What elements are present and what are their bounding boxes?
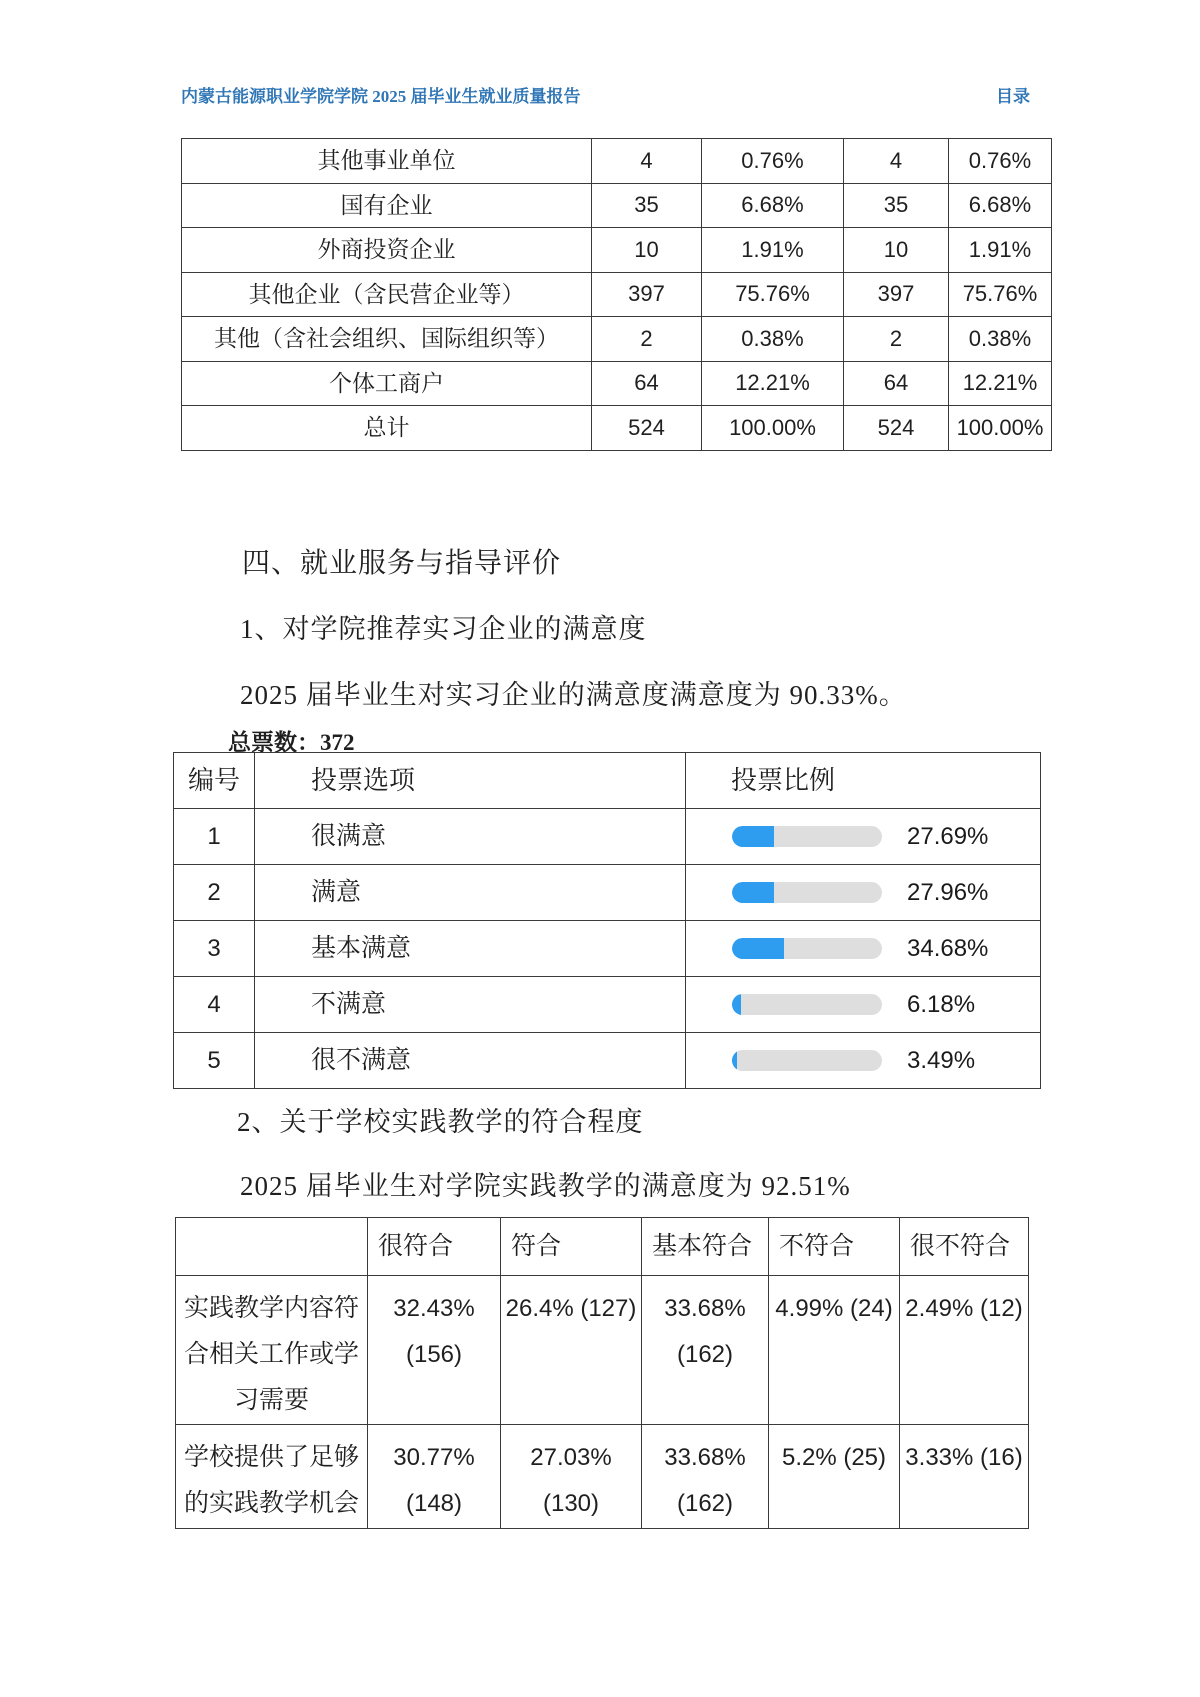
cell-line2: (162): [676, 1341, 734, 1368]
row-count: 10: [592, 228, 702, 273]
vote-bar: [687, 934, 1039, 962]
vote-pct: 3.49%: [907, 1046, 976, 1074]
row-pct: 6.68%: [702, 183, 844, 228]
bar-track: [732, 938, 882, 959]
row-count: 2: [592, 317, 702, 362]
vote-option: 不满意: [255, 977, 686, 1033]
bar-track: [732, 994, 882, 1015]
row-label: 总计: [182, 406, 592, 451]
vote-bar: [687, 1046, 1039, 1074]
cell-line1: 5.2% (25): [781, 1444, 887, 1471]
vote-option: 满意: [255, 865, 686, 921]
table-row: [182, 139, 1052, 184]
bar-track: [732, 826, 882, 847]
col-header: 很不符合: [900, 1218, 1029, 1276]
subsection-2-heading: 2、关于学校实践教学的符合程度: [237, 1107, 644, 1137]
employer-type-table: [181, 138, 1052, 451]
row-pct: 6.68%: [949, 183, 1052, 228]
practice-cell: [368, 1276, 501, 1425]
page-header: [181, 82, 1030, 107]
row-pct: 1.91%: [949, 228, 1052, 273]
row-pct: 75.76%: [949, 272, 1052, 317]
vote-option: 很满意: [255, 809, 686, 865]
row-pct: 0.76%: [702, 139, 844, 184]
cell-line1: 33.68%: [664, 1444, 746, 1471]
row-pct: 12.21%: [949, 361, 1052, 406]
row-pct: 1.91%: [702, 228, 844, 273]
practice-row: [176, 1425, 1029, 1529]
row-label: 国有企业: [182, 183, 592, 228]
satisfaction-paragraph: 2025 届毕业生对实习企业的满意度满意度为 90.33%。: [240, 680, 907, 710]
table-row: [182, 183, 1052, 228]
bar-fill: [732, 882, 774, 903]
bar-fill: [732, 994, 741, 1015]
subsection-1-heading: 1、对学院推荐实习企业的满意度: [240, 614, 647, 644]
practice-cell: [642, 1276, 769, 1425]
cell-line1: 2.49% (12): [905, 1295, 1023, 1322]
vote-row: [174, 865, 1041, 921]
row-count: 524: [844, 406, 949, 451]
row-count: 35: [592, 183, 702, 228]
practice-row-label: 实践教学内容符合相关工作或学习需要: [176, 1276, 368, 1425]
table-row: [182, 228, 1052, 273]
row-count: 4: [592, 139, 702, 184]
practice-cell: [900, 1425, 1029, 1529]
practice-row-label: 学校提供了足够的实践教学机会: [176, 1425, 368, 1529]
row-pct: 12.21%: [702, 361, 844, 406]
row-label: 个体工商户: [182, 361, 592, 406]
col-header: 符合: [501, 1218, 642, 1276]
vote-option: 很不满意: [255, 1033, 686, 1089]
row-pct: 0.38%: [949, 317, 1052, 362]
col-header-no: 编号: [174, 753, 255, 809]
table-row: [182, 317, 1052, 362]
row-label: 外商投资企业: [182, 228, 592, 273]
vote-row: [174, 809, 1041, 865]
vote-header-row: [174, 753, 1041, 809]
table-row: [182, 361, 1052, 406]
vote-pct: 6.18%: [907, 990, 976, 1018]
section-heading: 四、就业服务与指导评价: [242, 548, 562, 579]
cell-line2: (148): [405, 1490, 463, 1517]
row-pct: 0.38%: [702, 317, 844, 362]
toc-link[interactable]: 目录: [996, 87, 1030, 106]
cell-line1: 27.03%: [530, 1444, 612, 1471]
vote-bar: [687, 822, 1039, 850]
cell-line1: 4.99% (24): [775, 1295, 893, 1322]
practice-cell: [501, 1425, 642, 1529]
cell-line2: (130): [542, 1490, 600, 1517]
bar-fill: [732, 826, 774, 847]
vote-no: 4: [174, 977, 255, 1033]
vote-pct: 27.69%: [907, 822, 989, 850]
table-row-total: [182, 406, 1052, 451]
row-count: 35: [844, 183, 949, 228]
col-header: 很符合: [368, 1218, 501, 1276]
cell-line2: (162): [676, 1490, 734, 1517]
table-row: [182, 272, 1052, 317]
cell-line1: 33.68%: [664, 1295, 746, 1322]
row-count: 4: [844, 139, 949, 184]
practice-row: [176, 1276, 1029, 1425]
row-pct: 100.00%: [702, 406, 844, 451]
practice-paragraph: 2025 届毕业生对学院实践教学的满意度为 92.51%: [240, 1171, 851, 1201]
cell-line1: 32.43%: [393, 1295, 475, 1322]
practice-header-row: [176, 1218, 1029, 1276]
col-header-ratio: 投票比例: [686, 753, 1041, 809]
practice-cell: [501, 1276, 642, 1425]
row-label: 其他（含社会组织、国际组织等）: [182, 317, 592, 362]
vote-no: 1: [174, 809, 255, 865]
cell-line1: 3.33% (16): [905, 1444, 1023, 1471]
row-count: 397: [592, 272, 702, 317]
row-count: 397: [844, 272, 949, 317]
bar-track: [732, 1050, 882, 1071]
vote-row: [174, 921, 1041, 977]
col-header-option: 投票选项: [255, 753, 686, 809]
practice-cell: [900, 1276, 1029, 1425]
row-pct: 0.76%: [949, 139, 1052, 184]
row-count: 10: [844, 228, 949, 273]
row-pct: 100.00%: [949, 406, 1052, 451]
practice-cell: [642, 1425, 769, 1529]
total-votes-label: 总票数：372: [228, 730, 355, 755]
practice-cell: [769, 1425, 900, 1529]
col-header-blank: [176, 1218, 368, 1276]
row-label: 其他事业单位: [182, 139, 592, 184]
vote-pct: 34.68%: [907, 934, 989, 962]
report-title: 内蒙古能源职业学院学院 2025 届毕业生就业质量报告: [181, 87, 581, 106]
vote-table: [173, 752, 1041, 1089]
cell-line1: 26.4% (127): [505, 1295, 637, 1322]
vote-bar: [687, 990, 1039, 1018]
vote-row: [174, 977, 1041, 1033]
practice-cell: [368, 1425, 501, 1529]
vote-option: 基本满意: [255, 921, 686, 977]
col-header: 不符合: [769, 1218, 900, 1276]
vote-no: 3: [174, 921, 255, 977]
row-count: 524: [592, 406, 702, 451]
vote-pct: 27.96%: [907, 878, 989, 906]
cell-line2: (156): [405, 1341, 463, 1368]
vote-bar: [687, 878, 1039, 906]
row-count: 64: [844, 361, 949, 406]
cell-line1: 30.77%: [393, 1444, 475, 1471]
vote-row: [174, 1033, 1041, 1089]
row-pct: 75.76%: [702, 272, 844, 317]
bar-fill: [732, 1050, 737, 1071]
row-label: 其他企业（含民营企业等）: [182, 272, 592, 317]
practice-cell: [769, 1276, 900, 1425]
vote-no: 5: [174, 1033, 255, 1089]
bar-track: [732, 882, 882, 903]
row-count: 2: [844, 317, 949, 362]
practice-teaching-table: [175, 1217, 1029, 1529]
vote-no: 2: [174, 865, 255, 921]
bar-fill: [732, 938, 784, 959]
row-count: 64: [592, 361, 702, 406]
col-header: 基本符合: [642, 1218, 769, 1276]
